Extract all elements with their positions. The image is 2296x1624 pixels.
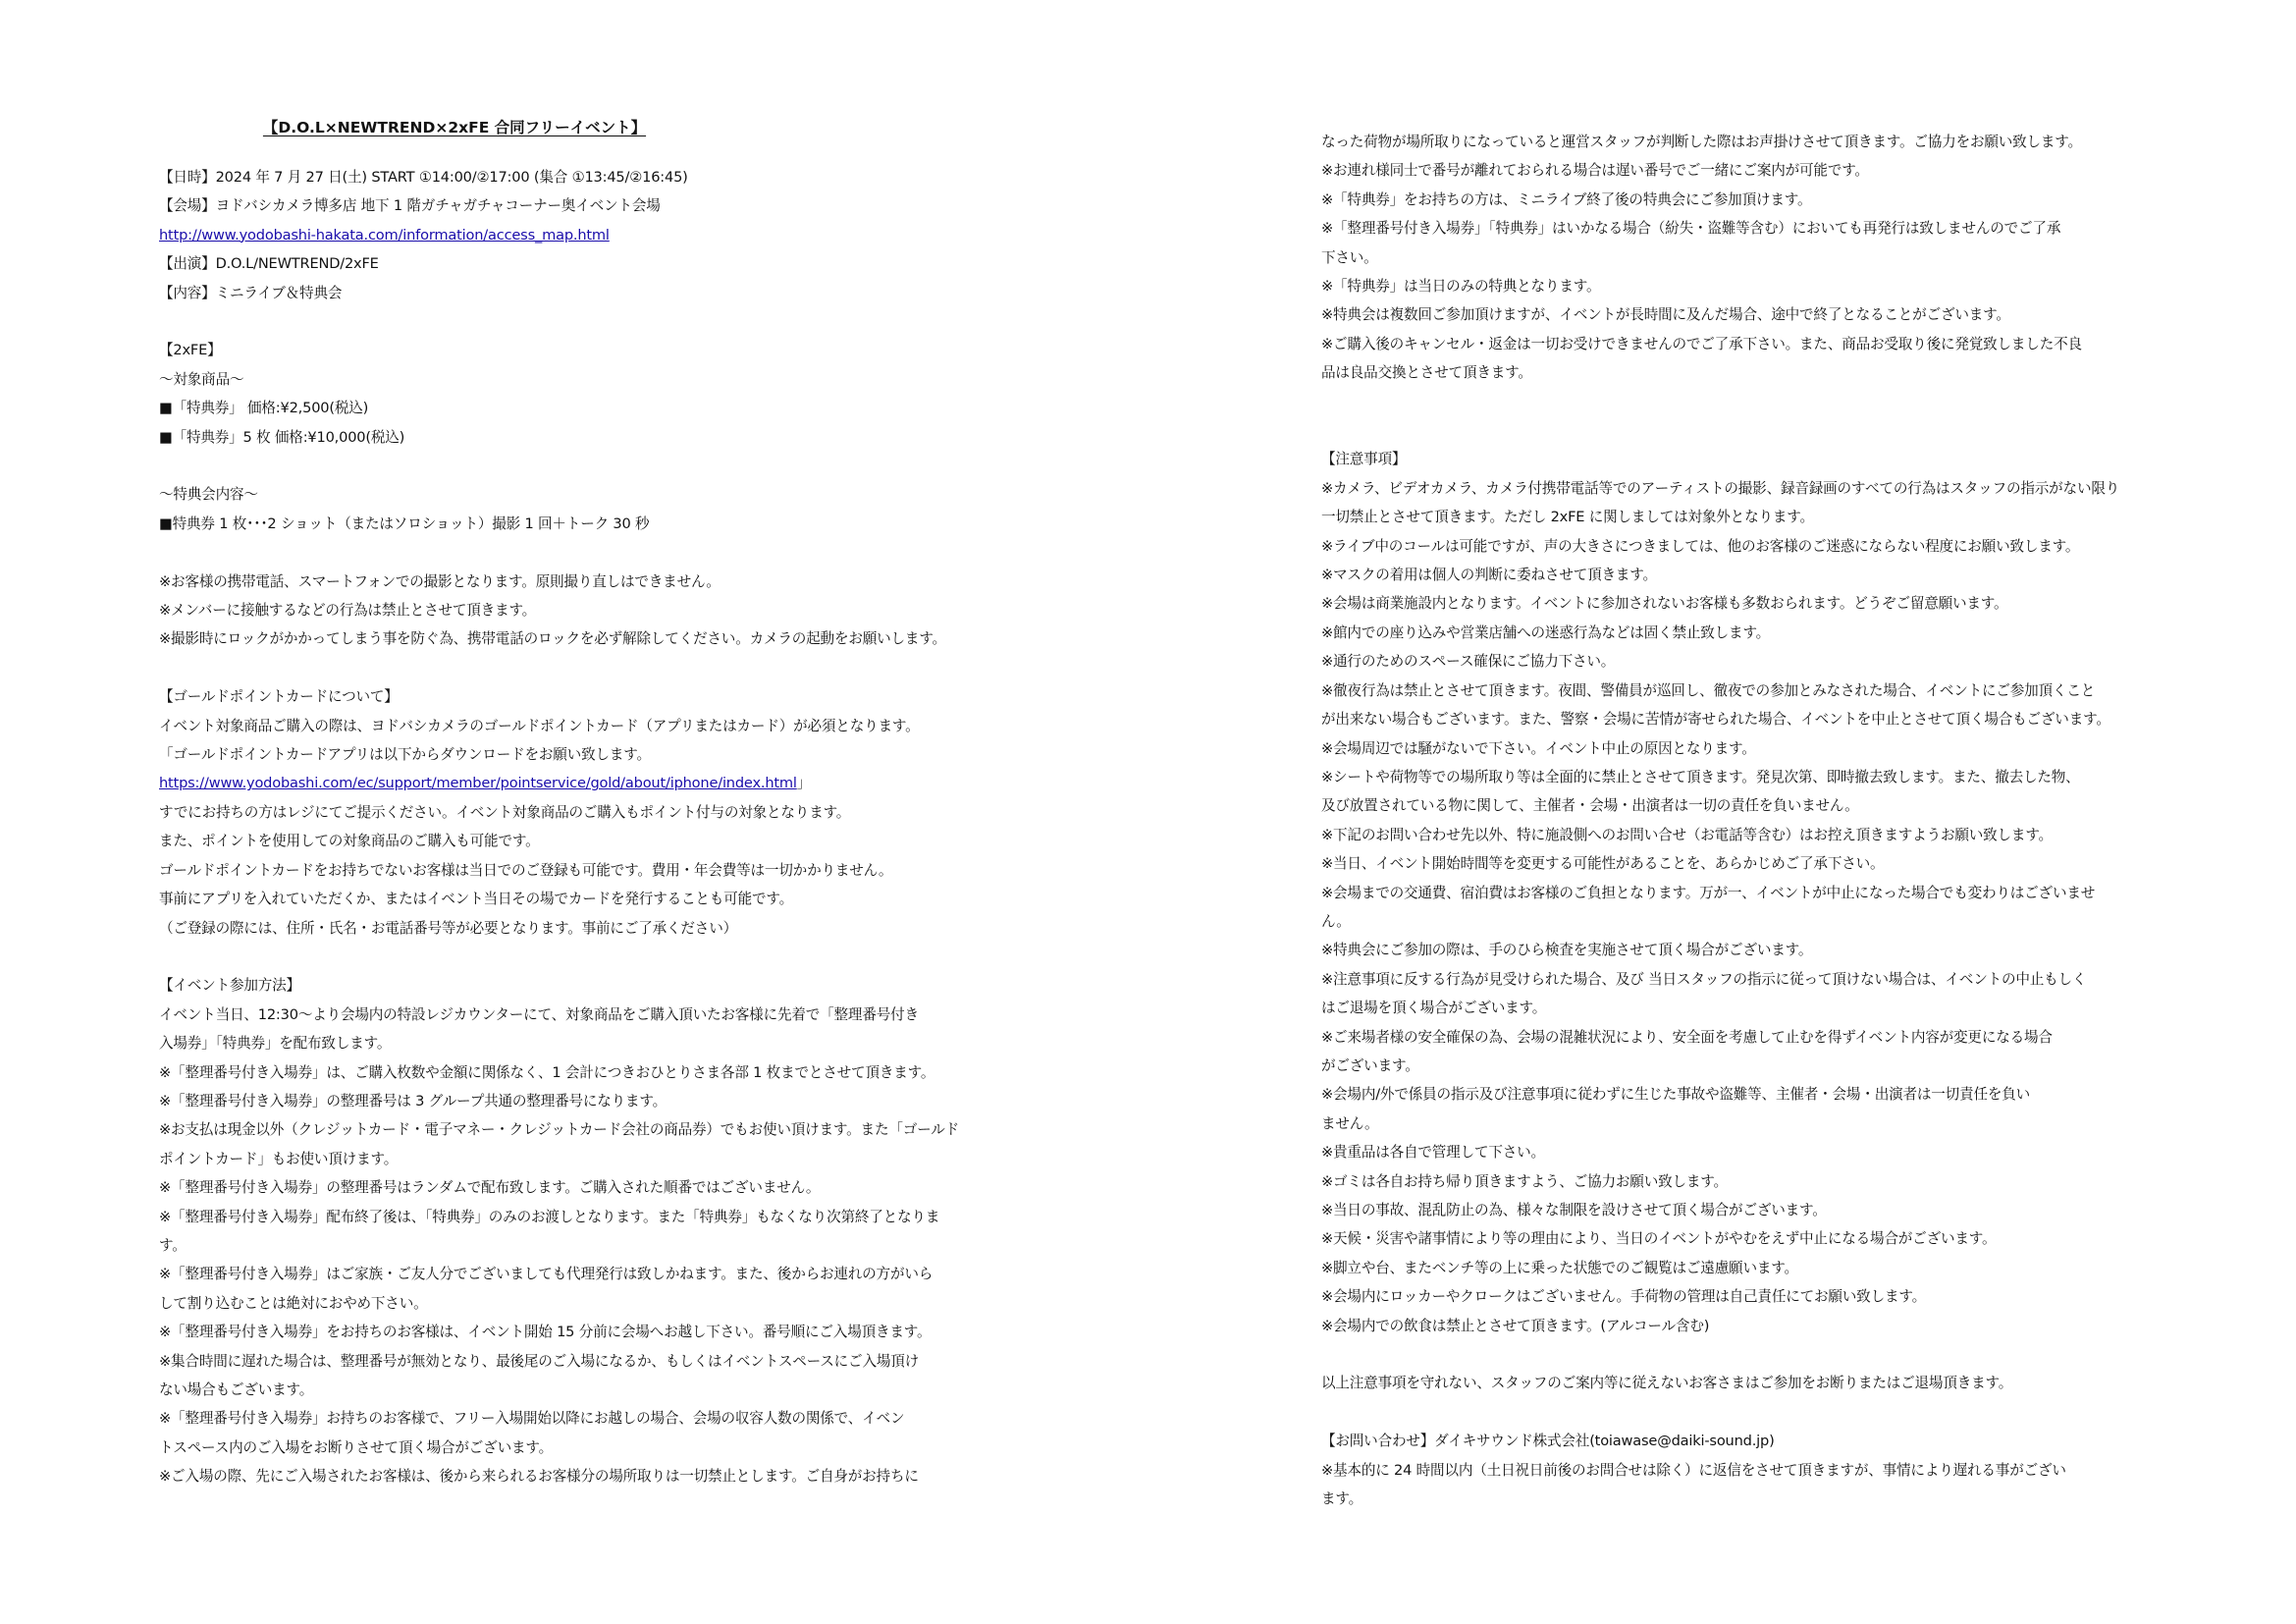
caution-line: ※脚立や台、またベンチ等の上に乗った状態でのご観覧はご遠慮願います。 bbox=[1321, 1259, 1798, 1276]
caution-line: 一切禁止とさせて頂きます。ただし 2xFE に関しましては対象外となります。 bbox=[1321, 509, 1814, 526]
caution-line: が出来ない場合もございます。また、警察・会場に苦情が寄せられた場合、イベントを中止とさせて頂く場合もございます。 bbox=[1321, 711, 2110, 729]
document-title: 【D.O.L×NEWTREND×2xFE 合同フリーイベント】 bbox=[262, 119, 647, 136]
continued-line: 下さい。 bbox=[1321, 248, 1378, 266]
participation-line: ※「整理番号付き入場券」をお持ちのお客様は、イベント開始 15 分前に会場へお越し下さい。番号順にご入場頂きます。 bbox=[159, 1324, 932, 1341]
caution-line: はご退場を頂く場合がございます。 bbox=[1321, 1000, 1547, 1017]
caution-line: ※ご来場者様の安全確保の為、会場の混雑状況により、安全面を考慮して止むを得ずイベント内容が変更になる場合 bbox=[1321, 1028, 2053, 1046]
performers-line: 【出演】D.O.L/NEWTREND/2xFE bbox=[159, 255, 379, 273]
caution-line: ※カメラ、ビデオカメラ、カメラ付携帯電話等でのアーティストの撮影、録音録画のすべての行為はスタッフの指示がない限り bbox=[1321, 479, 2120, 497]
caution-line: がございます。 bbox=[1321, 1056, 1419, 1074]
caution-line: ※ゴミは各自お持ち帰り頂きますよう、ご協力お願い致します。 bbox=[1321, 1172, 1728, 1190]
gold-card-app-link[interactable]: https://www.yodobashi.com/ec/support/member/pointservice/gold/about/iphone/index.html bbox=[159, 775, 797, 792]
closing-notice: 以上注意事項を守れない、スタッフのご案内等に従えないお客さまはご参加をお断りまたはご退場頂きます。 bbox=[1321, 1375, 2013, 1392]
continued-line: ※「特典券」は当日のみの特典となります。 bbox=[1321, 278, 1601, 296]
caution-line: ※注意事項に反する行為が見受けられた場合、及び 当日スタッフの指示に従って頂けない場合は、イベントの中止もしく bbox=[1321, 970, 2087, 988]
gold-card-heading: 【ゴールドポイントカードについて】 bbox=[159, 688, 399, 706]
participation-line: して割り込むことは絶対におやめ下さい。 bbox=[159, 1294, 428, 1312]
photo-note: ※お客様の携帯電話、スマートフォンでの撮影となります。原則撮り直しはできません。 bbox=[159, 572, 721, 590]
products-heading: ～対象商品～ bbox=[159, 370, 244, 388]
gold-card-text: ゴールドポイントカードをお持ちでないお客様は当日でのご登録も可能です。費用・年会費等は一切かかりません。 bbox=[159, 861, 893, 879]
continued-line: ※「整理番号付き入場券」「特典券」はいかなる場合（紛失・盗難等含む）においても再発行は致しませんのでご了承 bbox=[1321, 220, 2061, 238]
caution-line: ※会場は商業施設内となります。イベントに参加されないお客様も多数おられます。どうぞご留意願います。 bbox=[1321, 595, 2008, 613]
participation-line: ない場合もございます。 bbox=[159, 1380, 314, 1398]
participation-heading: 【イベント参加方法】 bbox=[159, 977, 300, 995]
content-line: 【内容】ミニライブ＆特典会 bbox=[159, 284, 343, 301]
caution-line: ※会場までの交通費、宿泊費はお客様のご負担となります。万が一、イベントが中止になった場合でも変わりはございませ bbox=[1321, 884, 2096, 901]
continued-line: ※特典会は複数回ご参加頂けますが、イベントが長時間に及んだ場合、途中で終了となることがございます。 bbox=[1321, 306, 2010, 324]
caution-line: ※シートや荷物等での場所取り等は全面的に禁止とさせて頂きます。発見次第、即時撤去致します。また、撤去した物、 bbox=[1321, 768, 2080, 785]
continued-line: ※「特典券」をお持ちの方は、ミニライブ終了後の特典会にご参加頂けます。 bbox=[1321, 190, 1812, 208]
caution-line: ※天候・災害や諸事情により等の理由により、当日のイベントがやむをえず中止になる場合がございます。 bbox=[1321, 1230, 1997, 1248]
photo-note: ※メンバーに接触するなどの行為は禁止とさせて頂きます。 bbox=[159, 602, 537, 620]
participation-line: ※「整理番号付き入場券」は、ご購入枚数や金額に関係なく、1 会計につきおひとりさま各部 1 枚までとさせて頂きます。 bbox=[159, 1063, 935, 1081]
participation-line: ※「整理番号付き入場券」配布終了後は、「特典券」のみのお渡しとなります。また「特典券」もなくなり次第終了となりま bbox=[159, 1208, 940, 1225]
caution-line: ません。 bbox=[1321, 1114, 1379, 1132]
caution-line: ※会場内にロッカーやクロークはございません。手荷物の管理は自己責任にてお願い致します。 bbox=[1321, 1288, 1926, 1306]
right-page bbox=[1148, 0, 2296, 1624]
gold-card-text: 事前にアプリを入れていただくか、またはイベント当日その場でカードを発行することも可能です。 bbox=[159, 891, 793, 908]
participation-line: 入場券」「特典券」を配布致します。 bbox=[159, 1035, 392, 1053]
caution-line: ※徹夜行為は禁止とさせて頂きます。夜間、警備員が巡回し、徹夜での参加とみなされた場合、イベントにご参加頂くこと bbox=[1321, 681, 2096, 699]
participation-line: ※集合時間に遅れた場合は、整理番号が無効となり、最後尾のご入場になるか、もしくはイベントスペースにご入場頂け bbox=[159, 1352, 920, 1370]
participation-line: ポイントカード」もお使い頂けます。 bbox=[159, 1150, 399, 1167]
caution-line: ※会場内での飲食は禁止とさせて頂きます。(アルコール含む) bbox=[1321, 1317, 1710, 1334]
gold-card-text: （ご登録の際には、住所・氏名・お電話番号等が必要となります。事前にご了承ください） bbox=[159, 919, 737, 937]
caution-line: ※館内での座り込みや営業店舗への迷惑行為などは固く禁止致します。 bbox=[1321, 623, 1771, 641]
continued-line: ※ご購入後のキャンセル・返金は一切お受けできませんのでご了承下さい。また、商品お受取り後に発覚致しました不良 bbox=[1321, 335, 2082, 352]
participation-line: ※「整理番号付き入場券」はご家族・ご友人分でございましても代理発行は致しかねます。また、後からお連れの方がいら bbox=[159, 1266, 934, 1283]
gold-card-text: イベント対象商品ご購入の際は、ヨドバシカメラのゴールドポイントカード（アプリまたはカード）が必須となります。 bbox=[159, 717, 920, 734]
fe-heading: 【2xFE】 bbox=[159, 342, 222, 359]
caution-line: ※特典会にご参加の際は、手のひら検査を実施させて頂く場合がございます。 bbox=[1321, 942, 1813, 959]
caution-line: ※マスクの着用は個人の判断に委ねさせて頂きます。 bbox=[1321, 567, 1657, 584]
participation-line: ※「整理番号付き入場券」お持ちのお客様で、フリー入場開始以降にお越しの場合、会場の収容人数の関係で、イベン bbox=[159, 1410, 905, 1428]
contact-note: ※基本的に 24 時間以内（土日祝日前後のお問合せは除く）に返信をさせて頂きますが、事情により遅れる事がござい bbox=[1321, 1461, 2066, 1479]
contact-line: 【お問い合わせ】ダイキサウンド株式会社(toiawase@daiki-sound.jp) bbox=[1321, 1433, 1775, 1450]
caution-line: 及び放置されている物に関して、主催者・会場・出演者は一切の責任を負いません。 bbox=[1321, 797, 1859, 815]
participation-line: ※お支払は現金以外（クレジットカード・電子マネー・クレジットカード会社の商品券）でもお使い頂けます。また「ゴールド bbox=[159, 1121, 960, 1139]
event-content-heading: ～特典会内容～ bbox=[159, 486, 258, 504]
caution-line: ※当日の事故、混乱防止の為、様々な制限を設けさせて頂く場合がございます。 bbox=[1321, 1202, 1827, 1218]
gold-card-text: すでにお持ちの方はレジにてご提示ください。イベント対象商品のご購入もポイント付与の対象となります。 bbox=[159, 803, 851, 821]
product-item: ■「特典券」 価格:¥2,500(税込) bbox=[159, 400, 369, 417]
caution-line: ※貴重品は各自で管理して下さい。 bbox=[1321, 1144, 1545, 1162]
participation-line: す。 bbox=[159, 1236, 187, 1254]
continued-line: 品は良品交換とさせて頂きます。 bbox=[1321, 364, 1532, 382]
product-item: ■「特典券」5 枚 価格:¥10,000(税込) bbox=[159, 428, 405, 446]
photo-note: ※撮影時にロックがかかってしまう事を防ぐ為、携帯電話のロックを必ず解除してください。カメラの起動をお願いします。 bbox=[159, 630, 946, 648]
participation-line: ※ご入場の際、先にご入場されたお客様は、後から来られるお客様分の場所取りは一切禁止とします。ご自身がお持ちに bbox=[159, 1468, 919, 1486]
gold-card-text: また、ポイントを使用しての対象商品のご購入も可能です。 bbox=[159, 833, 540, 850]
caution-line: ※会場内/外で係員の指示及び注意事項に従わずに生じた事故や盗難等、主催者・会場・出演者は一切責任を負い bbox=[1321, 1086, 2031, 1104]
caution-line: ※会場周辺では騒がないで下さい。イベント中止の原因となります。 bbox=[1321, 739, 1756, 757]
continued-line: なった荷物が場所取りになっていると運営スタッフが判断した際はお声掛けさせて頂きます。ご協力をお願い致します。 bbox=[1321, 134, 2082, 150]
caution-line: ん。 bbox=[1321, 912, 1351, 930]
gold-card-url-suffix: 」 bbox=[796, 775, 812, 792]
caution-heading: 【注意事項】 bbox=[1321, 451, 1407, 468]
caution-line: ※下記のお問い合わせ先以外、特に施設側へのお問い合せ（お電話等含む）はお控え頂きますようお願い致します。 bbox=[1321, 826, 2053, 843]
contact-note: ます。 bbox=[1321, 1490, 1363, 1508]
caution-line: ※通行のためのスペース確保にご協力下さい。 bbox=[1321, 653, 1616, 671]
date-line: 【日時】2024 年 7 月 27 日(土) START ①14:00/②17:00 (集合 ①13:45/②16:45) bbox=[159, 169, 688, 186]
continued-line: ※お連れ様同士で番号が離れておられる場合は遅い番号でご一緒にご案内が可能です。 bbox=[1321, 162, 1869, 180]
caution-line: ※ライブ中のコールは可能ですが、声の大きさにつきましては、他のお客様のご迷惑にならない程度にお願い致します。 bbox=[1321, 537, 2080, 555]
venue-map-link[interactable]: http://www.yodobashi-hakata.com/information/access_map.html bbox=[159, 226, 610, 244]
right-column bbox=[1321, 128, 2144, 1513]
venue-line: 【会場】ヨドバシカメラ博多店 地下 1 階ガチャガチャコーナー奥イベント会場 bbox=[159, 197, 661, 215]
participation-line: ※「整理番号付き入場券」の整理番号はランダムで配布致します。ご購入された順番ではございません。 bbox=[159, 1179, 821, 1197]
left-column bbox=[159, 163, 974, 1491]
caution-line: ※当日、イベント開始時間等を変更する可能性があることを、あらかじめご了承下さい。 bbox=[1321, 855, 1885, 873]
participation-line: ※「整理番号付き入場券」の整理番号は 3 グループ共通の整理番号になります。 bbox=[159, 1092, 667, 1110]
gold-card-text: 「ゴールドポイントカードアプリは以下からダウンロードをお願い致します。 bbox=[159, 746, 651, 764]
participation-line: イベント当日、12:30～より会場内の特設レジカウンターにて、対象商品をご購入頂いたお客様に先着で「整理番号付き bbox=[159, 1005, 919, 1023]
participation-line: トスペース内のご入場をお断りさせて頂く場合がございます。 bbox=[159, 1438, 553, 1456]
event-content-item: ■特典券 1 枚･･･2 ショット（またはソロショット）撮影 1 回＋トーク 30 秒 bbox=[159, 514, 650, 532]
